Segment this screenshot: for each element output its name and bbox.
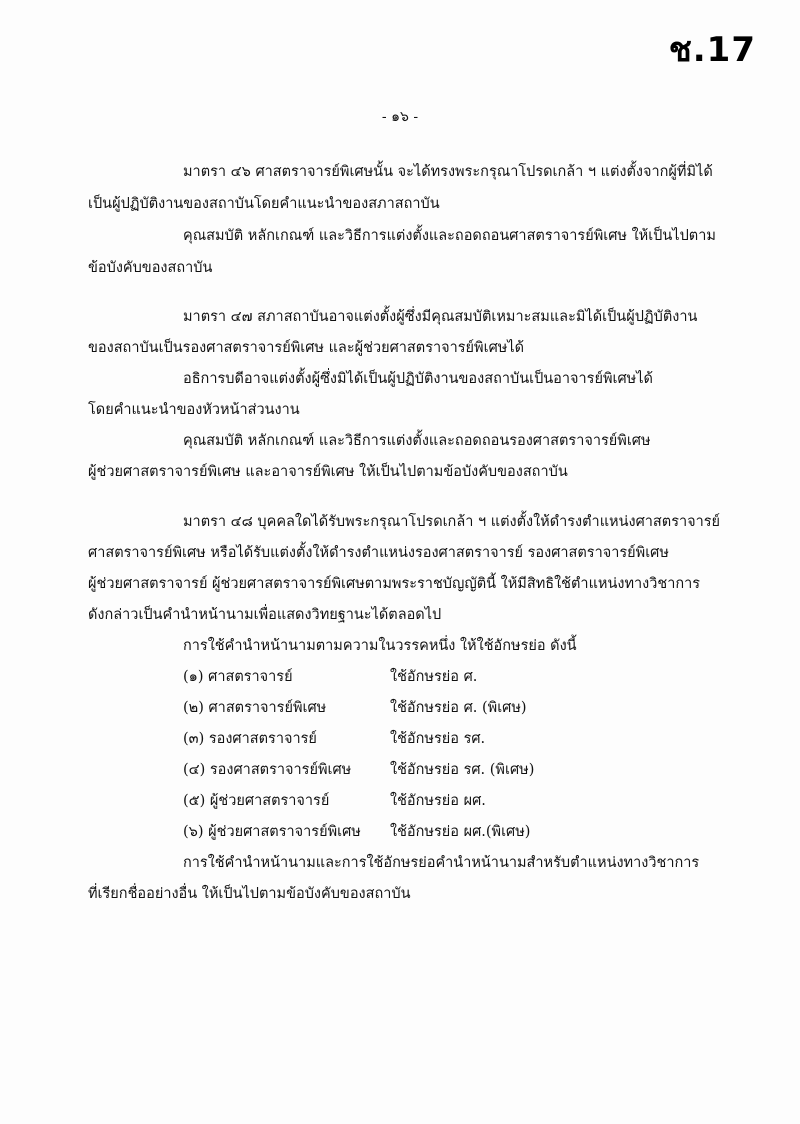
abbreviation-term: (๖) ผู้ช่วยศาสตราจารย์พิเศษ (183, 824, 361, 840)
page-number: - ๑๖ - (381, 109, 419, 125)
section-47-line-1: มาตรา ๔๗ สภาสถาบันอาจแต่งตั้งผู้ซึ่งมีคุณสมบัติเหมาะสมและมิได้เป็นผู้ปฏิบัติงาน (183, 309, 698, 325)
section-47-line-4: โดยคำแนะนำของหัวหน้าส่วนงาน (88, 402, 300, 418)
abbreviation-term: (๓) รองศาสตราจารย์ (183, 731, 317, 747)
section-48-line-5: การใช้คำนำหน้านามตามความในวรรคหนึ่ง ให้ใช้อักษรย่อ ดังนี้ (183, 638, 577, 654)
abbreviation-value: ใช้อักษรย่อ ศ. (พิเศษ) (390, 700, 527, 716)
section-46-line-4: ข้อบังคับของสถาบัน (88, 260, 213, 276)
abbreviation-value: ใช้อักษรย่อ ผศ.(พิเศษ) (390, 824, 531, 840)
section-48-line-3: ผู้ช่วยศาสตราจารย์ ผู้ช่วยศาสตราจารย์พิเศษตามพระราชบัญญัตินี้ ให้มีสิทธิใช้ตำแหน่งทางวิชาการ (88, 576, 701, 592)
abbreviation-term: (๔) รองศาสตราจารย์พิเศษ (183, 762, 352, 778)
section-48-line-2: ศาสตราจารย์พิเศษ หรือได้รับแต่งตั้งให้ดำรงตำแหน่งรองศาสตราจารย์ รองศาสตราจารย์พิเศษ (88, 545, 669, 561)
abbreviation-term: (๕) ผู้ช่วยศาสตราจารย์ (183, 793, 330, 809)
section-47-line-2: ของสถาบันเป็นรองศาสตราจารย์พิเศษ และผู้ช่วยศาสตราจารย์พิเศษได้ (88, 340, 525, 356)
abbreviation-value: ใช้อักษรย่อ รศ. (390, 731, 486, 747)
handwritten-page-mark: ช.17 (668, 30, 756, 70)
abbreviation-value: ใช้อักษรย่อ ศ. (390, 669, 478, 685)
section-48-line-7: ที่เรียกชื่ออย่างอื่น ให้เป็นไปตามข้อบังคับของสถาบัน (88, 886, 411, 902)
section-48-line-4: ดังกล่าวเป็นคำนำหน้านามเพื่อแสดงวิทยฐานะได้ตลอดไป (88, 607, 442, 623)
abbreviation-term: (๑) ศาสตราจารย์ (183, 669, 293, 685)
section-46-line-3: คุณสมบัติ หลักเกณฑ์ และวิธีการแต่งตั้งและถอดถอนศาสตราจารย์พิเศษ ให้เป็นไปตาม (183, 228, 716, 244)
abbreviation-term: (๒) ศาสตราจารย์พิเศษ (183, 700, 327, 716)
abbreviation-value: ใช้อักษรย่อ รศ. (พิเศษ) (390, 762, 535, 778)
abbreviation-value: ใช้อักษรย่อ ผศ. (390, 793, 486, 809)
section-46-line-2: เป็นผู้ปฏิบัติงานของสถาบันโดยคำแนะนำของสภาสถาบัน (88, 196, 440, 212)
section-46-line-1: มาตรา ๔๖ ศาสตราจารย์พิเศษนั้น จะได้ทรงพระกรุณาโปรดเกล้า ฯ แต่งตั้งจากผู้ที่มิได้ (183, 164, 713, 180)
section-47-line-5: คุณสมบัติ หลักเกณฑ์ และวิธีการแต่งตั้งและถอดถอนรองศาสตราจารย์พิเศษ (183, 433, 651, 449)
section-47-line-6: ผู้ช่วยศาสตราจารย์พิเศษ และอาจารย์พิเศษ ให้เป็นไปตามข้อบังคับของสถาบัน (88, 464, 568, 480)
section-48-line-6: การใช้คำนำหน้านามและการใช้อักษรย่อคำนำหน้านามสำหรับตำแหน่งทางวิชาการ (183, 855, 700, 871)
section-48-line-1: มาตรา ๔๘ บุคคลใดได้รับพระกรุณาโปรดเกล้า ฯ แต่งตั้งให้ดำรงตำแหน่งศาสตราจารย์ (183, 514, 721, 530)
section-47-line-3: อธิการบดีอาจแต่งตั้งผู้ซึ่งมิได้เป็นผู้ปฏิบัติงานของสถาบันเป็นอาจารย์พิเศษได้ (183, 371, 653, 387)
